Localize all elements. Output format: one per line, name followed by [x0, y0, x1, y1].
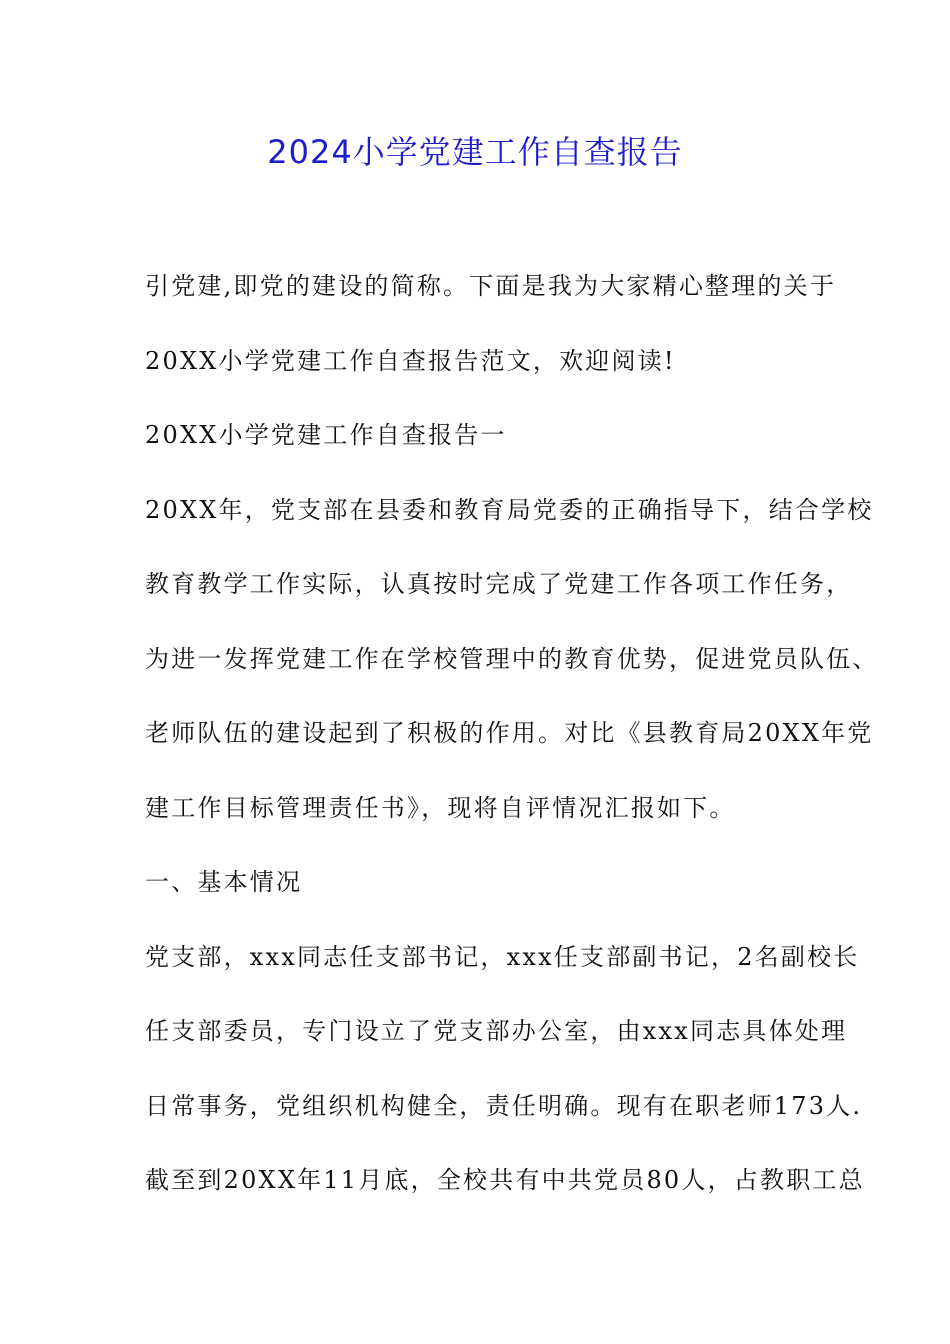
- section-heading: 一、基本情况: [145, 868, 303, 896]
- paragraph-line: 教育教学工作实际，认真按时完成了党建工作各项工作任务，: [145, 570, 853, 598]
- paragraph-line: 老师队伍的建设起到了积极的作用。对比《县教育局20XX年党: [145, 719, 874, 747]
- paragraph-line: 20XX小学党建工作自查报告范文，欢迎阅读!: [145, 346, 676, 375]
- paragraph-line: 党支部，xxx同志任支部书记，xxx任支部副书记，2名副校长: [145, 942, 860, 971]
- paragraph-line: 引党建,即党的建设的简称。下面是我为大家精心整理的关于: [145, 272, 837, 300]
- document-body: [145, 262, 879, 1231]
- paragraph-line: 日常事务，党组织机构健全，责任明确。现有在职老师173人.: [145, 1091, 863, 1120]
- paragraph-line: 20XX年，党支部在县委和教育局党委的正确指导下，结合学校: [145, 495, 874, 524]
- document-title: 2024小学党建工作自查报告: [267, 133, 683, 171]
- section-heading: 20XX小学党建工作自查报告一: [145, 421, 507, 449]
- paragraph-line: 任支部委员，专门设立了党支部办公室，由xxx同志具体处理: [145, 1017, 848, 1045]
- paragraph-line: 建工作目标管理责任书》，现将自评情况汇报如下。: [145, 793, 736, 822]
- paragraph-line: 为进一发挥党建工作在学校管理中的教育优势，促进党员队伍、: [145, 644, 879, 673]
- paragraph-line: 截至到20XX年11月底，全校共有中共党员80人，占教职工总: [145, 1166, 865, 1194]
